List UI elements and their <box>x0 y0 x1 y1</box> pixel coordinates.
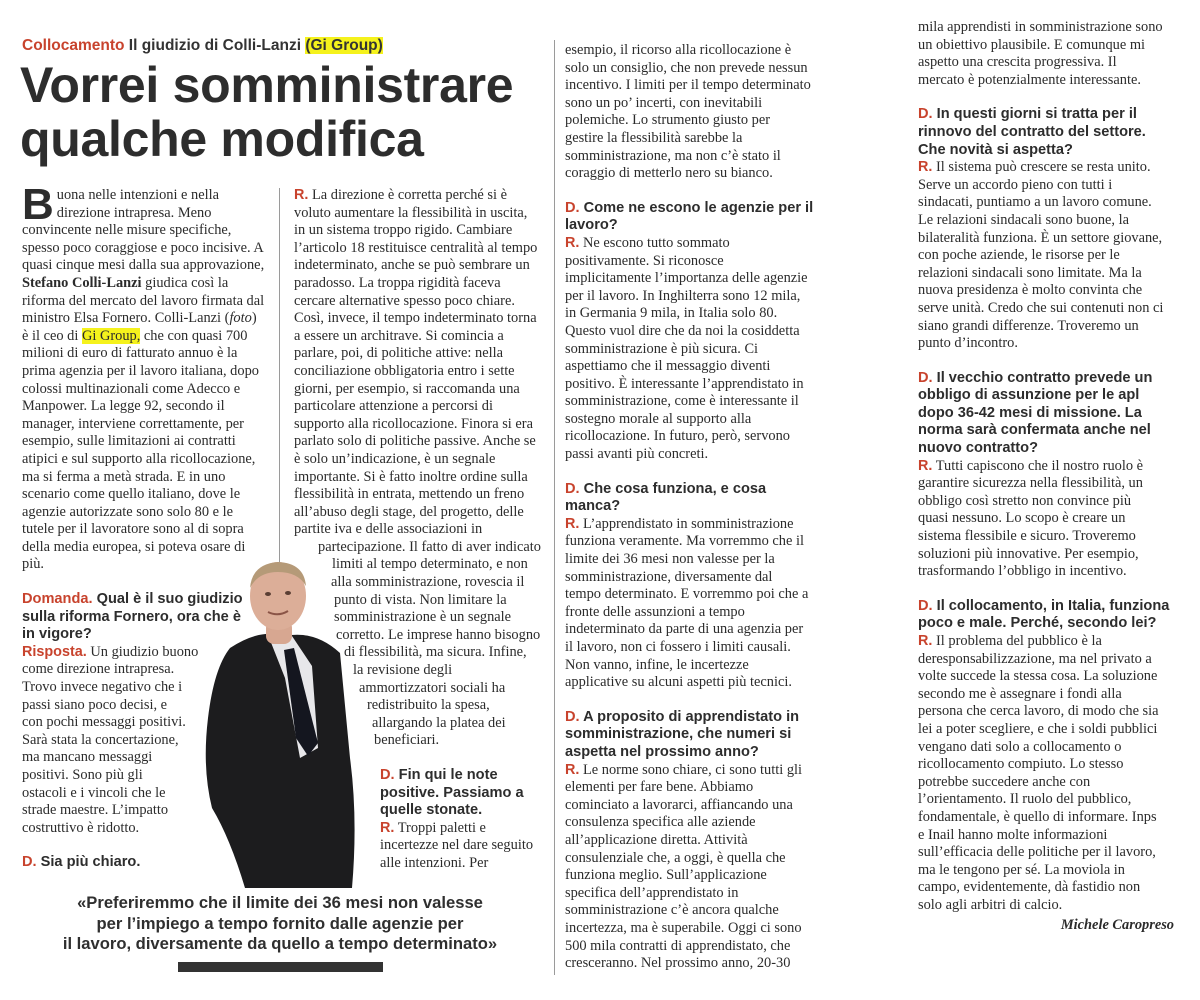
text-line: prima agenzia per il lavoro italiana, dopo <box>22 362 259 379</box>
pull-quote-line: per l’impiego a tempo fornito dalle agenzie per <box>96 913 464 933</box>
text-line: applicative su alcuni aspetti più tecnici. <box>565 674 792 691</box>
text-fragment: Il problema del pubblico è la <box>932 633 1102 649</box>
text-line: paradosso. La troppa rigidità faceva <box>294 274 501 291</box>
text-line: manager, interviene correttamente, per <box>22 415 244 432</box>
text-line: funziona meglio. Sull’applicazione <box>565 867 767 884</box>
text-line: passi siano poco decisi, e <box>22 696 168 713</box>
question <box>918 106 1174 159</box>
text-line <box>918 633 1174 651</box>
question <box>565 709 819 762</box>
pull-quote-line: «Preferiremmo che il limite dei 36 mesi non valesse <box>77 893 483 912</box>
question-text: Fin qui le note <box>398 767 498 783</box>
text-line: esempio, il ricorso alla ricollocazione è <box>565 42 792 58</box>
text-line: in un sistema troppo rigido. Cambiare <box>294 222 513 239</box>
text-line <box>380 767 546 785</box>
answer <box>918 633 1174 934</box>
answer-label: R. <box>294 187 309 203</box>
text-fragment: è il ceo di <box>22 327 82 344</box>
headline-line: qualche modifica <box>20 111 424 167</box>
text-line: lei a poter scegliere, e che i soldi pubblici <box>918 720 1158 737</box>
text-fragment: che con quasi 700 <box>140 327 248 344</box>
text-line: atipici e sul supporto alla ricollocazione, <box>22 450 256 467</box>
text-line: come direzione intrapresa. <box>22 661 175 678</box>
text-line: tutele per il lavoratore sono al di sopra <box>22 521 244 538</box>
text-line: siano grandi differenze. Troveremo un <box>918 317 1139 334</box>
text-line: della media europea, si poteva osare di <box>22 538 246 555</box>
text-line: agenzie autorizzate sono solo 80 e le <box>22 503 233 520</box>
text-line: Trovo invece negativo che i <box>22 679 183 696</box>
text-line: in Germania 9 mila, in Italia solo 80. <box>565 305 778 322</box>
text-line: solo un consiglio, che non prevede nessun <box>565 59 808 76</box>
text-line: importante. Si è fatto inoltre ordine sulla <box>294 468 528 485</box>
text-line: l’orientamento. Il ruolo del pubblico, <box>918 791 1132 808</box>
text-line: tempo determinato. E vorremmo poi che a <box>565 586 809 603</box>
intro-paragraph <box>22 180 265 574</box>
text-line <box>22 275 254 293</box>
text-line: a essere un architrave. Si comincia a <box>294 327 504 344</box>
text-line: un obiettivo plausibile. E comunque mi <box>918 36 1146 53</box>
text-line: vengano dati solo a collocamento o <box>918 738 1122 755</box>
text-line: fondamentale, è quello di informare. Inps <box>918 808 1157 825</box>
text-line: spesso poco coraggiose e poco incisive. A <box>22 239 264 256</box>
pull-quote-line: il lavoro, diversamente da quello a tempo determinato» <box>62 934 498 953</box>
text-line: colossi multinazionali come Adecco e <box>22 380 241 397</box>
text-line: fronte delle assunzioni a tempo <box>565 603 745 620</box>
answer-label: R. <box>565 515 580 532</box>
text-line: somministrazione, ma non c’è stato il <box>565 147 781 164</box>
text-fragment: ministro Elsa Fornero. Colli-Lanzi ( <box>22 310 230 327</box>
text-line: passi avanti più concreti. <box>565 446 709 463</box>
text-line: secondo me è assegnare i fondi alla <box>918 685 1122 702</box>
continued-paragraph <box>918 19 1174 89</box>
question-text: Sia più chiaro. <box>36 854 141 871</box>
answer-label: R. <box>918 159 933 176</box>
text-line: gestire la flessibilità sarebbe la <box>565 129 743 146</box>
text-fragment: Le norme sono chiare, ci sono tutti gli <box>579 761 803 778</box>
question-label: D. <box>565 480 580 497</box>
text-line: somministrazione, diversamente dal <box>565 568 773 585</box>
text-line <box>565 516 819 534</box>
text-fragment: Un giudizio buono <box>86 643 199 660</box>
question-text: quelle stonate. <box>380 802 483 819</box>
text-line: sull’efficacia delle politiche per il lavoro, <box>918 844 1156 861</box>
text-line: soluzioni più innovative. Per esempio, <box>918 545 1139 562</box>
text-line: Così, invece, il tempo indeterminato torna <box>294 310 537 327</box>
text-line: trasformando l’obbligo in incentivo. <box>918 563 1127 580</box>
text-line: volte succede la stessa cosa. La soluzione <box>918 668 1158 685</box>
text-fragment: Il sistema può crescere se resta unito. <box>932 159 1151 176</box>
text-line: deresponsabilizzazione, ma nel privato a <box>918 650 1152 667</box>
text-line: alla somministrazione, rovescia il <box>331 574 525 591</box>
text-line: uona nelle intenzioni e nella <box>56 187 220 203</box>
pull-quote-rule <box>178 962 383 972</box>
answer <box>565 762 819 973</box>
question-text: In questi giorni si tratta per il rinnovo del contratto del settore. Che novità si aspetta? <box>918 106 1146 158</box>
question-text: A proposito di apprendistato in somministrazione, che numeri si aspetta nel prossimo anno? <box>565 708 800 760</box>
text-line: punto d’incontro. <box>918 335 1018 352</box>
text-line: più. <box>22 556 44 573</box>
text-line: costruttivo è ridotto. <box>22 819 140 836</box>
text-line: ricollocazione. In futuro, però, servono <box>565 428 790 445</box>
text-line: supporto alla ricollocazione. Finora si era <box>294 415 533 432</box>
text-line: sono un po’ incerti, con inevitabili <box>565 94 763 111</box>
text-line: riforma del mercato del lavoro firmata dal <box>22 292 265 309</box>
text-line: Questo vuol dire che da noi la cosiddetta <box>565 322 800 339</box>
text-line: specifica dell’apprendistato in <box>565 884 739 901</box>
text-line: somministrazione c’è ancora qualche <box>565 902 779 919</box>
text-line: mercato è potenzialmente interessante. <box>918 71 1141 88</box>
text-fragment: L’apprendistato in somministrazione <box>579 515 794 532</box>
drop-cap: B <box>22 180 54 229</box>
text-line: ma le tengono per sé. La moviola in <box>918 861 1126 878</box>
person-name: Stefano Colli-Lanzi <box>22 274 142 291</box>
answer-label: Risposta. <box>22 643 87 660</box>
text-line: partite iva e delle associazioni in <box>294 521 483 538</box>
text-line: limiti al tempo determinato, e non <box>332 556 528 573</box>
answer-label: R. <box>918 457 933 474</box>
text-line: bilateralità funziona. È un settore giovane, <box>918 229 1163 246</box>
headline-line: Vorrei somministrare <box>20 57 514 113</box>
answer-label: R. <box>918 633 933 649</box>
text-line: il lavoro, non ci fossero i limiti causali. <box>565 639 791 655</box>
text-fragment: Tutti capiscono che il nostro ruolo è <box>932 457 1144 474</box>
text-line: alle intenzioni. Per <box>380 854 489 871</box>
text-line: particolare attenzione a percorsi di <box>294 398 493 415</box>
text-line: Manpower. La legge 92, secondo il <box>22 398 225 415</box>
text-line: direzione intrapresa. Meno <box>56 204 212 221</box>
question-text: Il collocamento, in Italia, funziona poco e male. Perché, secondo lei? <box>918 597 1170 632</box>
question <box>918 598 1174 633</box>
question <box>565 481 819 516</box>
text-line <box>380 820 546 838</box>
question-label: Domanda. <box>22 591 93 608</box>
text-line: limite dei 36 mesi non valesse per la <box>565 551 775 568</box>
text-line <box>22 328 254 346</box>
text-line: flessibilità in entrata, mettendo un freno <box>294 486 525 503</box>
question-text: Come ne escono le agenzie per il lavoro? <box>565 199 814 234</box>
column-divider <box>554 40 555 975</box>
text-fragment: ) <box>251 310 257 327</box>
question-text: Il vecchio contratto prevede un obbligo di assunzione per le apl dopo 36-42 mesi di missione. La norma sarà confermata anche nel nuovo contratto? <box>918 369 1153 457</box>
text-line: quasi cinque mesi dalla sua approvazione, <box>22 257 265 274</box>
text-line: garantire sicurezza nella flessibilità, un <box>918 475 1143 492</box>
text-line: giorni, per esempio, si raccomanda una <box>294 380 520 397</box>
column-3 <box>565 42 819 973</box>
text-line: quasi nessuno. Lo scopo è creare un <box>918 510 1126 527</box>
text-fragment: Troppi paletti e <box>394 819 486 836</box>
answer <box>918 159 1174 353</box>
text-line: scenario come quello italiano, dove le <box>22 486 241 503</box>
text-line: ostacoli e i vincoli che le <box>22 784 166 801</box>
text-line: ma si ferma a metà strada. E in uno <box>22 468 226 485</box>
text-line: la revisione degli <box>353 662 453 679</box>
text-line: consulenza specifica alle aziende <box>565 814 756 831</box>
text-line: relazioni sindacali sono limitate. Ma la <box>918 264 1142 281</box>
text-line: Non vanno, infine, le incertezze <box>565 656 749 673</box>
text-line: milioni di euro di fatturato annuo è la <box>22 345 238 362</box>
text-line: è solo un’indicazione, è un segnale <box>294 450 496 467</box>
text-line: positivo. È interessante l’apprendistato in <box>565 375 804 392</box>
text-line: parlare, poi, di politiche attive: nella <box>294 345 503 362</box>
column-4 <box>918 19 1174 934</box>
author-signature: Michele Caropreso <box>1060 916 1174 933</box>
text-line: aspettiamo che il messaggio diventi <box>565 358 771 375</box>
company-tag: (Gi Group) <box>305 37 383 54</box>
text-line: Serve un accordo pieno con tutti i <box>918 176 1113 193</box>
text-line: mila apprendisti in somministrazione sono <box>918 19 1163 35</box>
text-line: solo agli arbitri di calcio. <box>918 896 1063 913</box>
text-line: somministrazione è un segnale <box>334 609 512 626</box>
text-line: beneficiari. <box>374 732 440 749</box>
text-line <box>294 187 546 205</box>
text-line: all’abuso degli stage, del progetto, delle <box>294 503 524 520</box>
question-label: D. <box>918 106 933 123</box>
text-line: sindacati, puntiamo a un lavoro comune. <box>918 194 1152 211</box>
question <box>565 200 819 235</box>
continued-paragraph <box>565 42 819 183</box>
text-line: incertezze nel dare seguito <box>380 837 534 854</box>
text-line: punto di vista. Non limitare la <box>334 591 507 608</box>
question-text: positive. Passiamo a <box>380 784 524 801</box>
kicker-subtitle: Il giudizio di Colli-Lanzi <box>128 37 301 54</box>
question-label: D. <box>565 199 580 216</box>
question-text: Che cosa funziona, e cosa manca? <box>565 480 767 515</box>
text-line: Sarà stata la concertazione, <box>22 731 179 748</box>
text-line: obbligo così stretto non convince più <box>918 492 1132 509</box>
text-line <box>918 159 1174 177</box>
text-line: parlato solo di politiche passive. Anche se <box>294 433 536 450</box>
text-line: aspetto una crescita progressiva. Il <box>918 54 1117 71</box>
text-line: conciliazione obbligatoria entro i sette <box>294 362 515 379</box>
column-divider <box>279 188 280 563</box>
answer-label: R. <box>565 234 580 251</box>
text-line: cresceranno. Nel prossimo anno, 20-30 <box>565 955 791 972</box>
text-line: indeterminato da parte di una agenzia per <box>565 621 804 638</box>
text-line <box>22 310 257 328</box>
text-line: con pochi messaggi positivi. <box>22 714 186 731</box>
text-line: polemiche. Lo strumento giusto per <box>565 112 771 129</box>
answer-label: R. <box>565 761 580 778</box>
text-line: nuova presidenza è molto convinta che <box>918 282 1143 299</box>
answer-label: R. <box>380 819 395 836</box>
text-line: all’applicazione diretta. Attività <box>565 831 748 848</box>
text-line: incentivo. I limiti per il tempo determinato <box>565 77 811 94</box>
text-line: elementi per fare bene. Abbiamo <box>565 779 754 796</box>
text-line: l’articolo 18 restituisce centralità al tempo <box>294 239 538 256</box>
text-line: somministrazione è più sicura. Ci <box>565 340 759 357</box>
text-line <box>565 762 819 780</box>
text-line: corretto. Le imprese hanno bisogno <box>336 626 541 643</box>
photo-reference: foto <box>229 310 252 327</box>
section-kicker <box>22 37 383 55</box>
text-line: Le relazioni sindacali sono buone, la <box>918 211 1129 228</box>
answer <box>565 235 819 464</box>
text-line: redistribuito la spesa, <box>367 697 490 714</box>
text-line: coraggio di metterlo nero su bianco. <box>565 165 773 182</box>
text-line: 500 mila contratti di apprendistato, che <box>565 937 791 954</box>
question-text: Qual è il suo giudizio sulla riforma Fornero, ora che è in vigore? <box>22 591 243 643</box>
question-label: D. <box>22 854 37 871</box>
text-line: strade maestre. L’impatto <box>22 802 169 819</box>
question-label: D. <box>918 597 933 614</box>
text-line: funziona veramente. Ma vorremmo che il <box>565 533 804 550</box>
text-line: con poche aziende, le risorse per le <box>918 247 1120 264</box>
text-line: persona che cerca lavoro, di modo che sia <box>918 703 1159 720</box>
suit-shape <box>206 634 355 888</box>
text-line <box>918 458 1174 476</box>
text-line: voluto aumentare la flessibilità in uscita, <box>294 204 528 221</box>
text-line: sistema flessibile e sicuro. Troveremo <box>918 528 1136 545</box>
text-line <box>565 235 819 253</box>
text-line: positivamente. Si riconosce <box>565 252 724 269</box>
answer <box>918 458 1174 581</box>
text-line: ammortizzatori sociali ha <box>359 679 506 696</box>
text-line: implicitamente l’importanza delle agenzie <box>565 270 808 287</box>
text-fragment: giudica così la <box>141 274 229 291</box>
question-label: D. <box>918 369 933 386</box>
text-line: per il lavoro. In Inghilterra sono 12 mila, <box>565 287 801 304</box>
question-label: D. <box>380 767 395 783</box>
section-label: Collocamento <box>22 37 125 54</box>
text-line: ricollocamento compiuto. Lo stesso <box>918 756 1124 773</box>
question-label: D. <box>565 708 580 725</box>
text-line: sostegno morale al supporto alla <box>565 410 752 427</box>
text-line: convincente nelle misure specifiche, <box>22 222 232 239</box>
text-line: serve unità. Credo che sui contenuti non ci <box>918 299 1164 316</box>
text-line: incertezza, ma è superabile. Oggi ci sono <box>565 919 802 936</box>
text-line: campo, evidentemente, dà fastidio non <box>918 879 1141 896</box>
highlighted-company: Gi Group, <box>81 327 141 344</box>
headline <box>20 58 550 166</box>
text-fragment: Ne escono tutto sommato <box>579 234 730 251</box>
pull-quote <box>20 893 540 955</box>
portrait-photo <box>200 558 370 888</box>
text-line: allargando la platea dei <box>372 714 506 731</box>
text-line: esempio, sulle limitazioni ai contratti <box>22 433 236 450</box>
text-line: indeterminato, anche se può sembrare un <box>294 257 530 274</box>
text-line: e Inail hanno molte informazioni <box>918 826 1108 843</box>
text-line: partecipazione. Il fatto di aver indicato <box>318 538 541 555</box>
text-line: potrebbe succedere anche con <box>918 773 1091 790</box>
text-line: positivi. Sono più gli <box>22 767 143 783</box>
text-line: cominciato a lavorarci, affiancando una <box>565 796 793 813</box>
text-line: di flessibilità, ma sicura. Infine, <box>344 644 527 661</box>
text-line: ma mancano messaggi <box>22 749 153 766</box>
text-line: cercare alternative spesso poco chiare. <box>294 292 515 309</box>
text-line: somministrazione, come è interessante il <box>565 393 799 410</box>
question <box>918 370 1174 458</box>
text-fragment: La direzione è corretta perché si è <box>308 187 507 203</box>
text-line: consulenziale che, a oggi, è quella che <box>565 849 786 866</box>
answer <box>565 516 819 692</box>
